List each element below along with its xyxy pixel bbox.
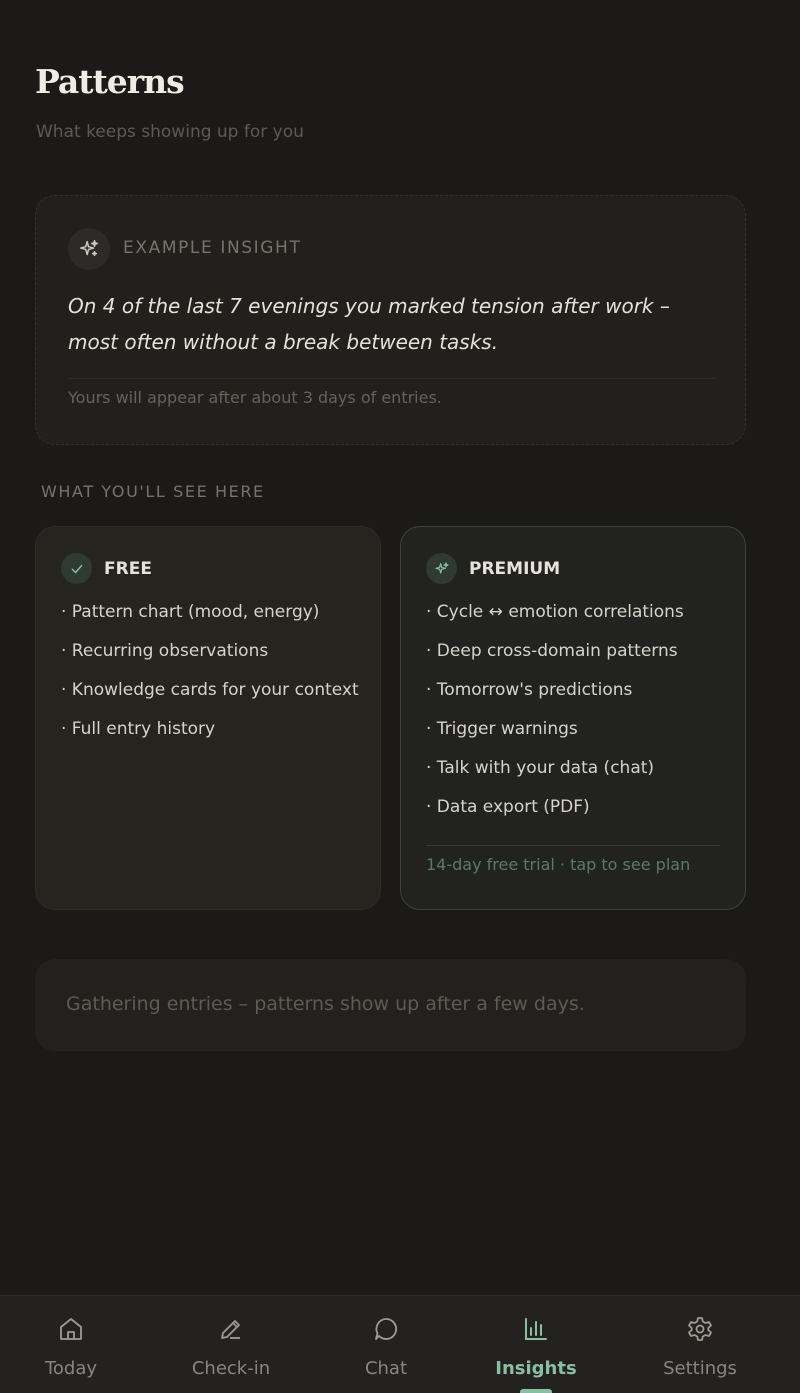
bar-chart-icon <box>521 1314 551 1344</box>
free-plan-name: FREE <box>104 558 152 579</box>
nav-label: Settings <box>663 1358 737 1379</box>
page-subtitle: What keeps showing up for you <box>36 122 304 142</box>
list-item: · Tomorrow's predictions <box>426 680 633 700</box>
section-label: WHAT YOU'LL SEE HERE <box>41 482 265 501</box>
free-feature-list <box>61 597 361 753</box>
list-item: · Full entry history <box>61 719 216 739</box>
sparkles-icon <box>68 228 110 270</box>
premium-plan-card[interactable] <box>400 526 746 910</box>
nav-label: Chat <box>364 1358 408 1379</box>
list-item: · Pattern chart (mood, energy) <box>61 602 320 622</box>
page-title: Patterns <box>35 62 184 101</box>
free-plan-card <box>35 526 381 910</box>
chat-bubble-icon <box>371 1314 401 1344</box>
divider <box>68 378 715 379</box>
trial-link[interactable]: 14-day free trial · tap to see plan <box>426 855 691 874</box>
nav-label: Insights <box>495 1358 577 1379</box>
insight-text: On 4 of the last 7 evenings you marked tension after work – most often without a break between tasks. <box>68 294 670 354</box>
nav-label: Check-in <box>191 1358 271 1379</box>
nav-label: Today <box>44 1358 98 1379</box>
nav-item-insights[interactable] <box>466 1296 606 1393</box>
premium-feature-list <box>426 597 726 831</box>
insight-label: EXAMPLE INSIGHT <box>123 238 302 258</box>
divider <box>426 845 720 846</box>
check-icon <box>61 553 92 584</box>
nav-item-today[interactable] <box>1 1296 141 1393</box>
list-item: · Deep cross-domain patterns <box>426 641 678 661</box>
premium-plan-name: PREMIUM <box>469 558 561 579</box>
active-tab-indicator <box>520 1389 552 1393</box>
list-item: · Knowledge cards for your context <box>61 680 359 700</box>
sparkles-icon <box>426 553 457 584</box>
list-item: · Recurring observations <box>61 641 269 661</box>
example-insight-card <box>35 195 746 445</box>
pencil-icon <box>216 1314 246 1344</box>
list-item: · Data export (PDF) <box>426 797 590 817</box>
gathering-status-card <box>35 959 746 1051</box>
nav-item-settings[interactable] <box>630 1296 770 1393</box>
gathering-text: Gathering entries – patterns show up after a few days. <box>66 993 585 1015</box>
list-item: · Cycle ↔ emotion correlations <box>426 602 684 622</box>
bottom-nav <box>0 1295 800 1393</box>
insight-note: Yours will appear after about 3 days of entries. <box>68 388 442 407</box>
list-item: · Trigger warnings <box>426 719 578 739</box>
home-icon <box>56 1314 86 1344</box>
nav-item-check-in[interactable] <box>161 1296 301 1393</box>
gear-icon <box>685 1314 715 1344</box>
nav-item-chat[interactable] <box>316 1296 456 1393</box>
list-item: · Talk with your data (chat) <box>426 758 655 778</box>
